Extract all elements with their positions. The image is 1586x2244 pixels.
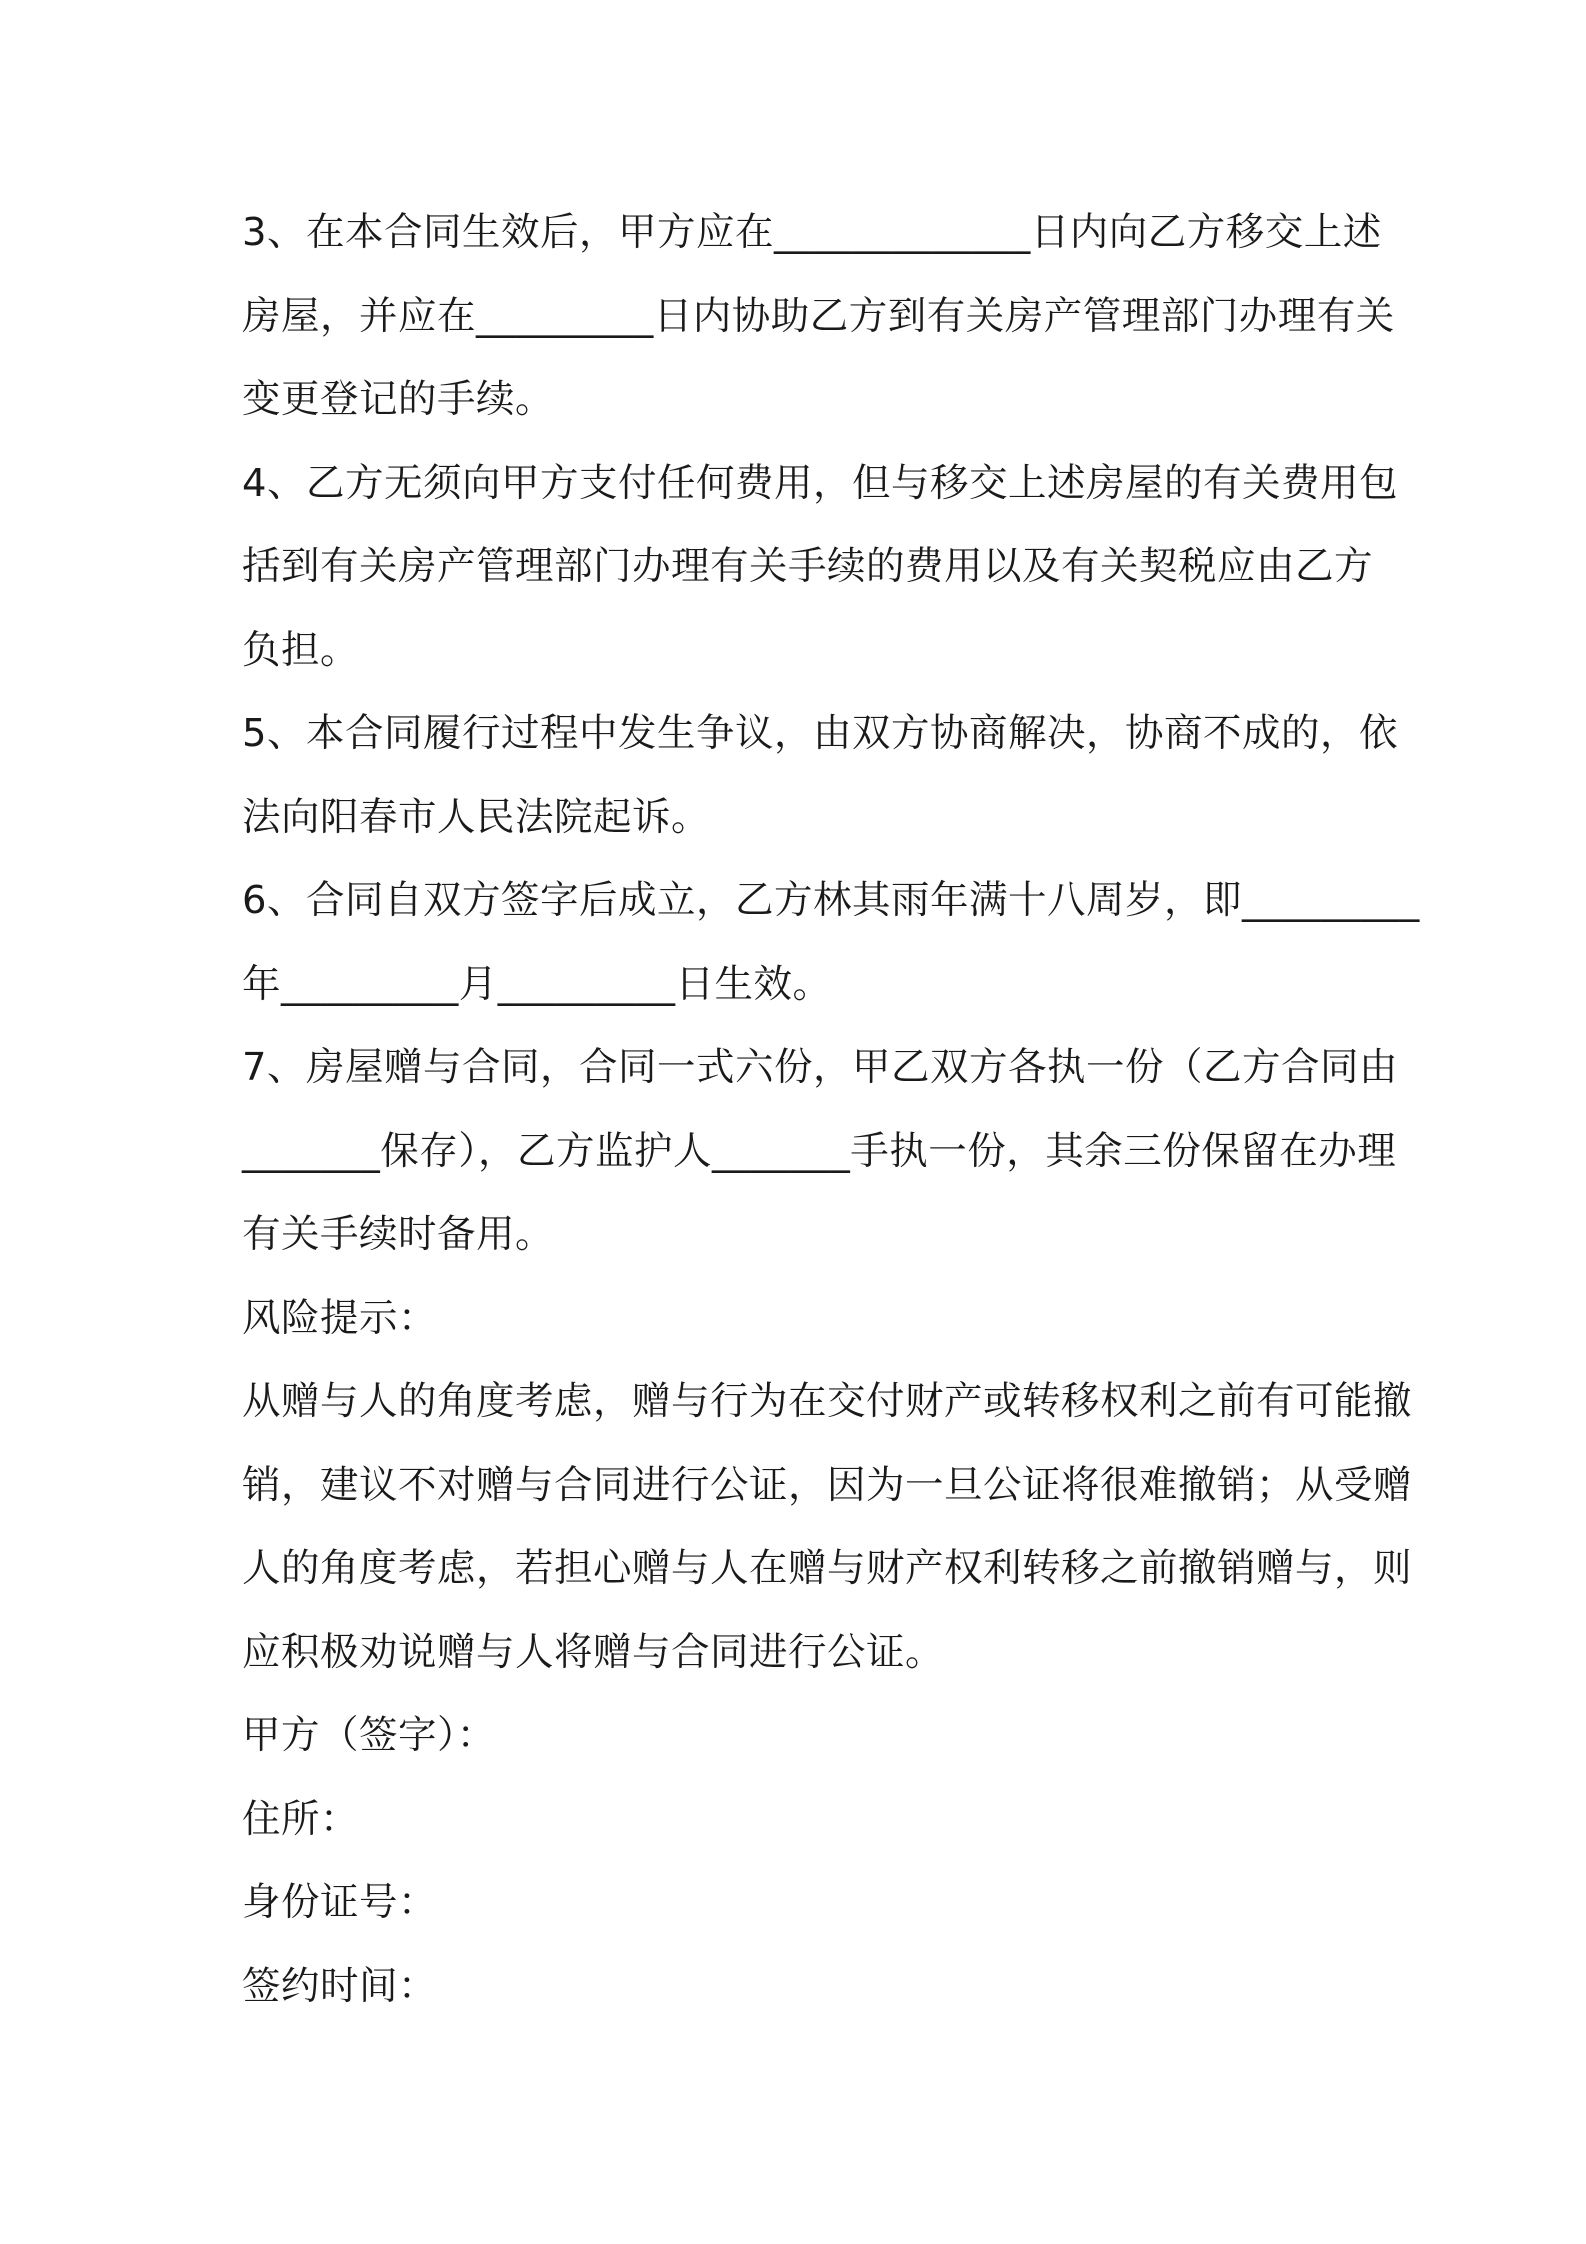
risk-line-4: 应积极劝说赠与人将赠与合同进行公证。 — [242, 1629, 945, 1675]
clause-4-line-1: 4、乙方无须向甲方支付任何费用，但与移交上述房屋的有关费用包 — [242, 460, 1398, 506]
clause-7-line-1: 7、房屋赠与合同，合同一式六份，甲乙双方各执一份（乙方合同由 — [242, 1045, 1398, 1090]
sign-time-label: 签约时间： — [242, 1963, 438, 2009]
risk-line-1: 从赠与人的角度考虑，赠与行为在交付财产或转移权利之前有可能撤 — [242, 1379, 1413, 1424]
clause-7-line-2: _______保存），乙方监护人_______手执一份，其余三份保留在办理 — [242, 1128, 1397, 1174]
risk-heading: 风险提示： — [242, 1295, 438, 1341]
id-number-label: 身份证号： — [242, 1880, 438, 1925]
clause-5-line-2: 法向阳春市人民法院起诉。 — [242, 794, 711, 840]
document-body — [242, 191, 1420, 2028]
risk-notice — [242, 1277, 1413, 1695]
risk-line-3: 人的角度考虑，若担心赠与人在赠与财产权利转移之前撤销赠与，则 — [242, 1546, 1413, 1591]
clause-3 — [242, 191, 1395, 442]
clause-4 — [242, 442, 1398, 693]
clause-7-line-3: 有关手续时备用。 — [242, 1212, 555, 1257]
clause-7 — [242, 1026, 1398, 1277]
clause-3-line-1: 3、在本合同生效后，甲方应在_____________日内向乙方移交上述 — [242, 210, 1382, 255]
party-a-signature-label: 甲方（签字）： — [242, 1713, 496, 1758]
clause-5-line-1: 5、本合同履行过程中发生争议，由双方协商解决，协商不成的，依 — [242, 711, 1398, 756]
clause-6-line-2: 年_________月_________日生效。 — [242, 961, 832, 1007]
risk-line-2: 销，建议不对赠与合同进行公证，因为一旦公证将很难撤销；从受赠 — [242, 1462, 1413, 1508]
clause-4-line-2: 括到有关房产管理部门办理有关手续的费用以及有关契税应由乙方 — [242, 544, 1374, 589]
clause-6-line-1: 6、合同自双方签字后成立，乙方林其雨年满十八周岁，即_________ — [242, 878, 1420, 923]
clause-5 — [242, 692, 1398, 859]
clause-4-line-3: 负担。 — [242, 627, 360, 673]
clause-3-line-3: 变更登记的手续。 — [242, 377, 555, 422]
clause-6 — [242, 859, 1420, 1026]
signature-block — [242, 1694, 1362, 2028]
address-label: 住所： — [242, 1796, 360, 1842]
clause-3-line-2: 房屋，并应在_________日内协助乙方到有关房产管理部门办理有关 — [242, 293, 1395, 339]
